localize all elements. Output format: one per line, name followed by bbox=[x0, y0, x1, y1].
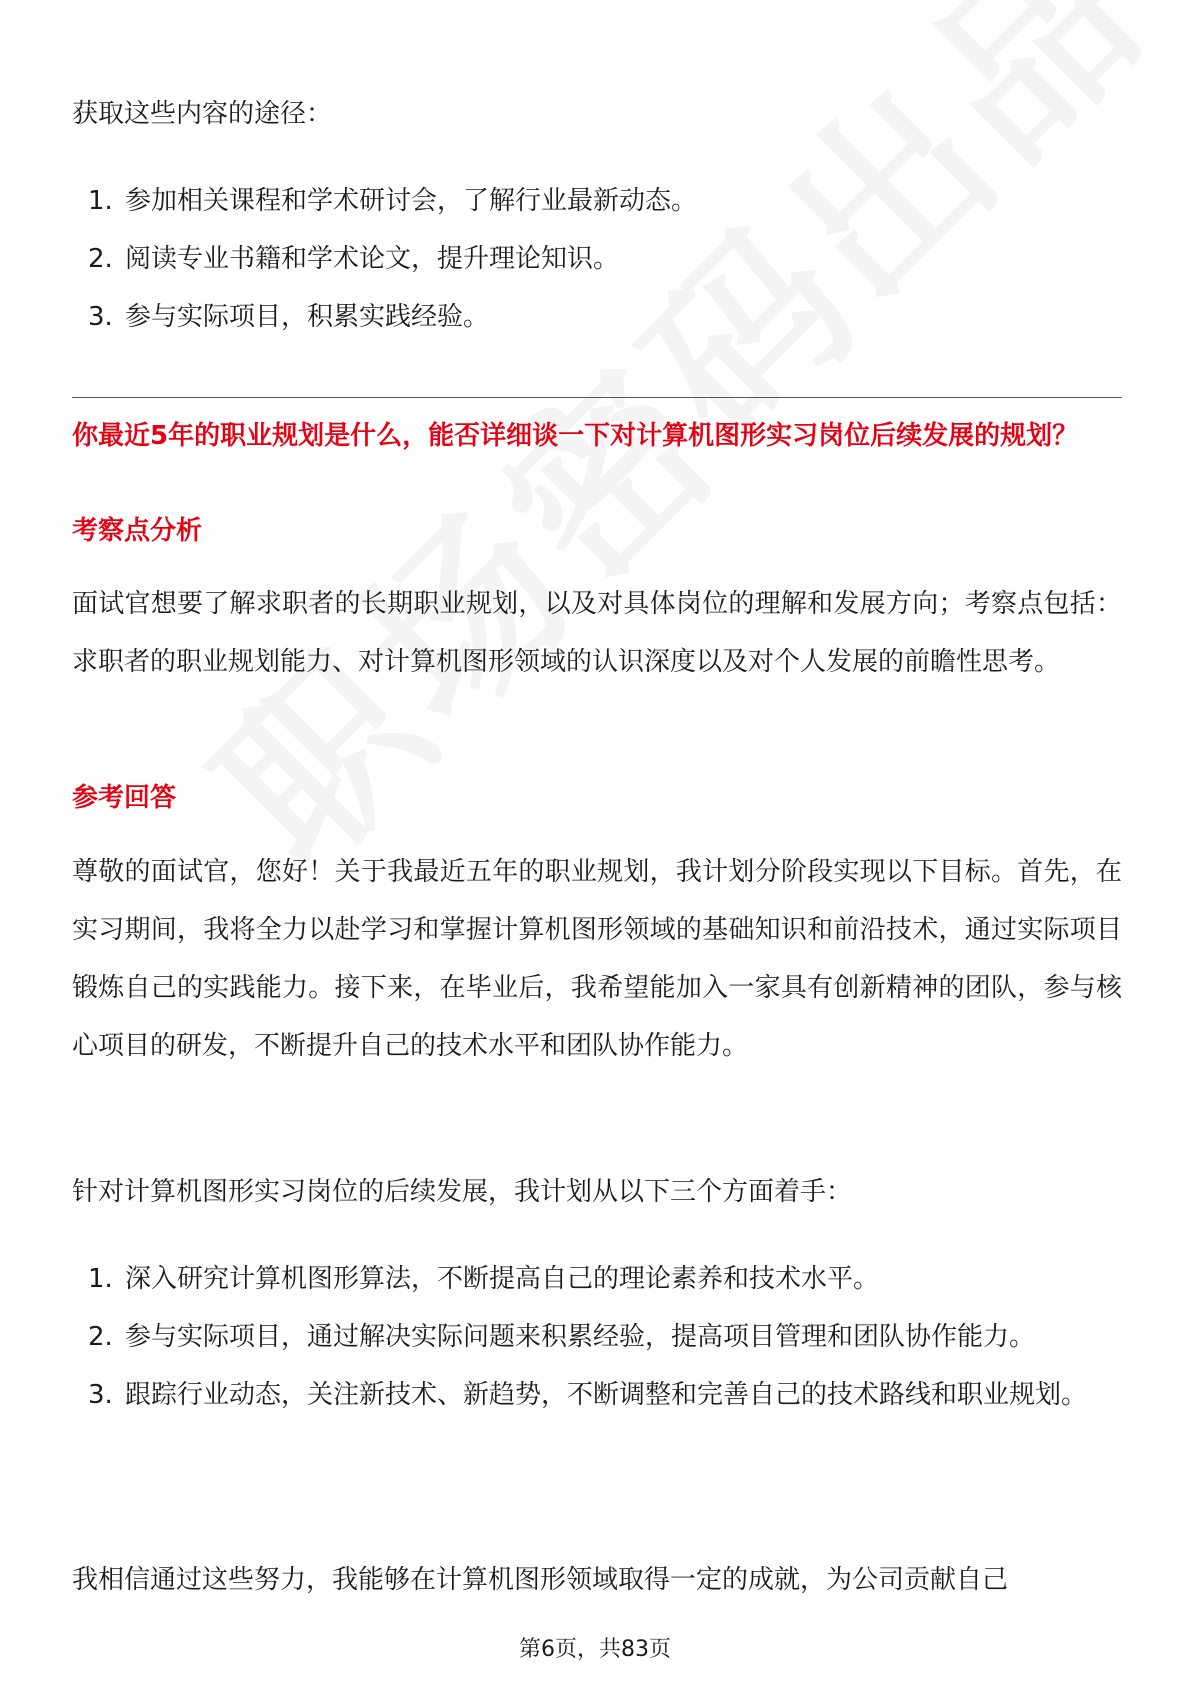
list-item-number: 1. bbox=[88, 1264, 113, 1294]
intro-list bbox=[72, 172, 1122, 346]
list-item bbox=[72, 1250, 1122, 1308]
intro-heading: 获取这些内容的途径： bbox=[72, 99, 333, 129]
analysis-body: 面试官想要了解求职者的长期职业规划，以及对具体岗位的理解和发展方向；考察点包括：求职者的职业规划能力、对计算机图形领域的认识深度以及对个人发展的前瞻性思考。 bbox=[72, 589, 1122, 677]
list-item bbox=[72, 172, 1122, 230]
list-item-text: 参加相关课程和学术研讨会，了解行业最新动态。 bbox=[125, 186, 698, 216]
answer-section bbox=[72, 780, 1122, 816]
list-item-number: 1. bbox=[88, 186, 113, 216]
intro-list-container bbox=[72, 172, 1122, 346]
list-item bbox=[72, 1308, 1122, 1366]
list-item-text: 参与实际项目，积累实践经验。 bbox=[125, 302, 490, 332]
list-item-text: 阅读专业书籍和学术论文，提升理论知识。 bbox=[125, 244, 620, 274]
analysis-body-container bbox=[72, 575, 1122, 691]
answer-paragraph-2: 针对计算机图形实习岗位的后续发展，我计划从以下三个方面着手： bbox=[72, 1177, 853, 1207]
page-number: 第6页，共83页 bbox=[519, 1637, 671, 1662]
list-item bbox=[72, 288, 1122, 346]
answer-paragraph-3: 我相信通过这些努力，我能够在计算机图形领域取得一定的成就，为公司贡献自己 bbox=[72, 1565, 1009, 1595]
list-item-number: 2. bbox=[88, 1322, 113, 1352]
list-item-number: 3. bbox=[88, 302, 113, 332]
analysis-section bbox=[72, 513, 1122, 549]
list-item-number: 3. bbox=[88, 1380, 113, 1410]
analysis-heading: 考察点分析 bbox=[72, 516, 203, 546]
question-title: 你最近5年的职业规划是什么，能否详细谈一下对计算机图形实习岗位后续发展的规划？ bbox=[72, 421, 1079, 451]
list-item bbox=[72, 1366, 1122, 1424]
list-item-text: 参与实际项目，通过解决实际问题来积累经验，提高项目管理和团队协作能力。 bbox=[125, 1322, 1036, 1352]
answer-list bbox=[72, 1250, 1122, 1424]
answer-paragraph-2-container bbox=[72, 1163, 1122, 1221]
answer-list-container bbox=[72, 1250, 1122, 1424]
list-item bbox=[72, 230, 1122, 288]
answer-heading: 参考回答 bbox=[72, 783, 177, 813]
intro-section bbox=[72, 85, 1122, 143]
answer-paragraph-1: 尊敬的面试官，您好！关于我最近五年的职业规划，我计划分阶段实现以下目标。首先，在实习期间，我将全力以赴学习和掌握计算机图形领域的基础知识和前沿技术，通过实际项目锻炼自己的实践能力。接下来，在毕业后，我希望能加入一家具有创新精神的团队，参与核心项目的研发，不断提升自己的技术水平和团队协作能力。 bbox=[72, 857, 1122, 1061]
list-item-number: 2. bbox=[88, 244, 113, 274]
answer-paragraph-3-container bbox=[72, 1551, 1122, 1609]
section-divider bbox=[72, 397, 1122, 398]
answer-paragraph-1-container bbox=[72, 843, 1122, 1075]
question-section bbox=[72, 418, 1122, 454]
list-item-text: 深入研究计算机图形算法，不断提高自己的理论素养和技术水平。 bbox=[125, 1264, 880, 1294]
list-item-text: 跟踪行业动态，关注新技术、新趋势，不断调整和完善自己的技术路线和职业规划。 bbox=[125, 1380, 1088, 1410]
